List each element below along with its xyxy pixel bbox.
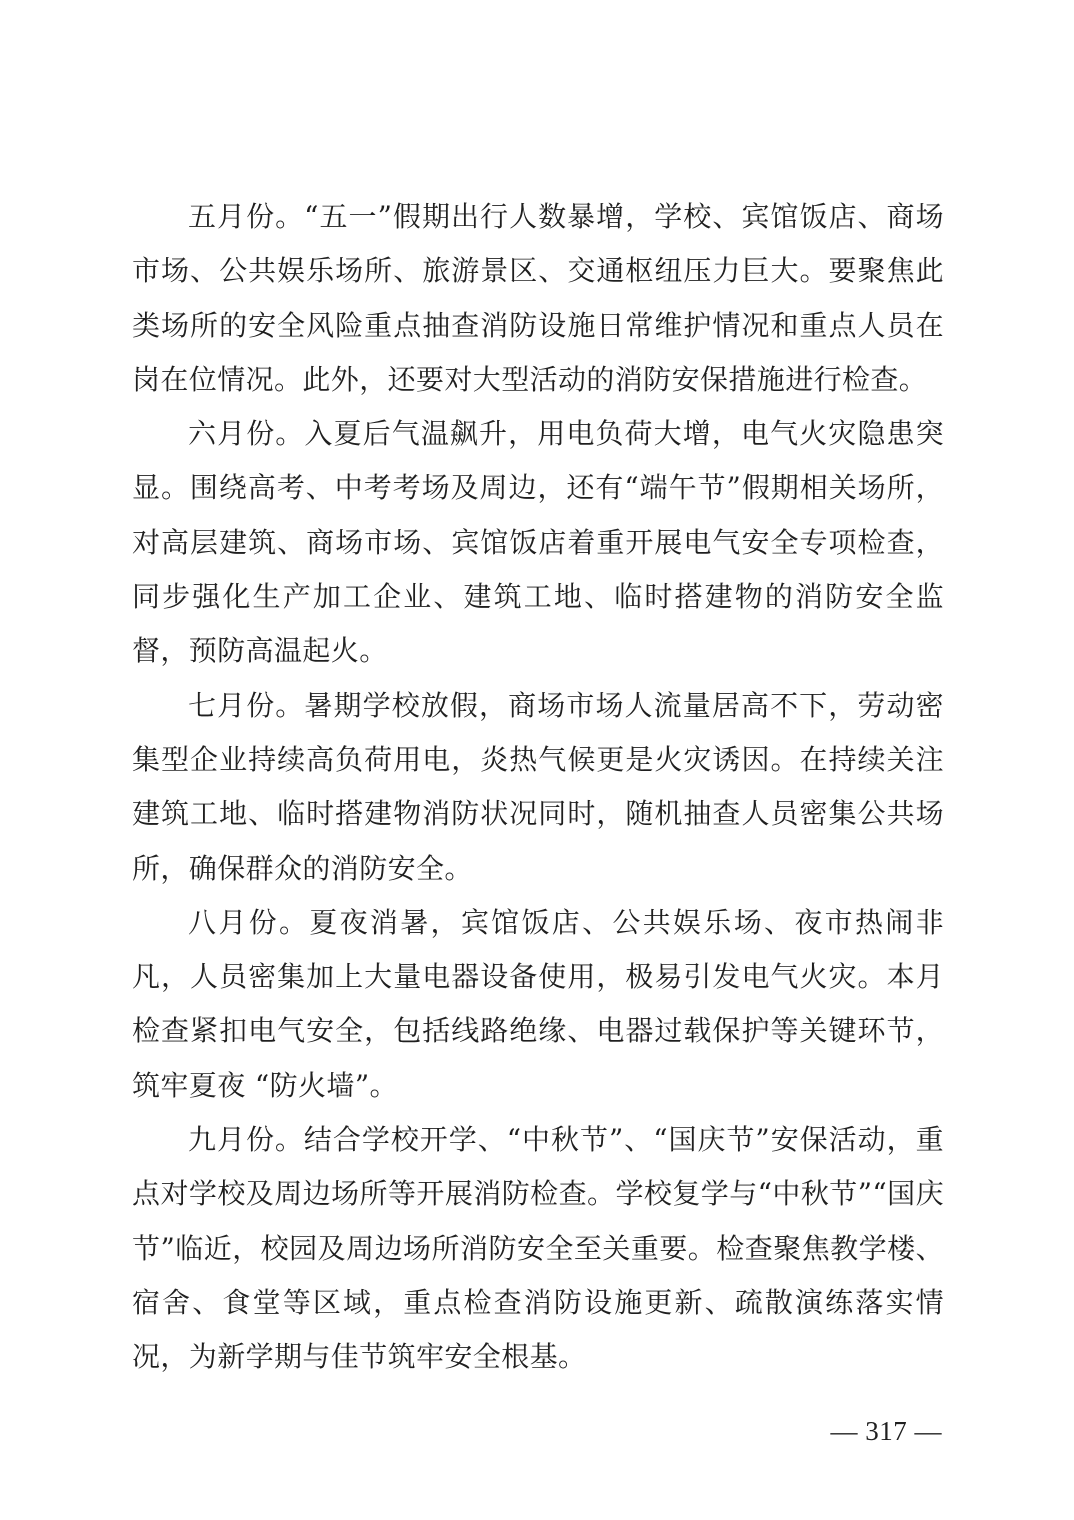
paragraph-june: 六月份。入夏后气温飙升，用电负荷大增，电气火灾隐患突显。围绕高考、中考考场及周边，还有“端午节”假期相关场所，对高层建筑、商场市场、宾馆饭店着重开展电气安全专项检查，同步强化生产加工企业、建筑工地、临时搭建物的消防安全监督，预防高温起火。 xyxy=(132,417,944,668)
body-text xyxy=(132,190,944,1385)
paragraph-august: 八月份。夏夜消暑，宾馆饭店、公共娱乐场、夜市热闹非凡，人员密集加上大量电器设备使用，极易引发电气火灾。本月检查紧扣电气安全，包括线路绝缘、电器过载保护等关键环节，筑牢夏夜 “防火墙”。 xyxy=(132,905,944,1102)
paragraph-september: 九月份。结合学校开学、“中秋节”、“国庆节”安保活动，重点对学校及周边场所等开展消防检查。学校复学与“中秋节”“国庆节”临近，校园及周边场所消防安全至关重要。检查聚焦教学楼、宿舍、食堂等区域，重点检查消防设施更新、疏散演练落实情况，为新学期与佳节筑牢安全根基。 xyxy=(132,1123,944,1374)
paragraph-july: 七月份。暑期学校放假，商场市场人流量居高不下，劳动密集型企业持续高负荷用电，炎热气候更是火灾诱因。在持续关注建筑工地、临时搭建物消防状况同时，随机抽查人员密集公共场所，确保群众的消防安全。 xyxy=(132,688,944,885)
page-number: — 317 — xyxy=(830,1416,942,1446)
paragraph-may: 五月份。“五一”假期出行人数暴增，学校、宾馆饭店、商场市场、公共娱乐场所、旅游景区、交通枢纽压力巨大。要聚焦此类场所的安全风险重点抽查消防设施日常维护情况和重点人员在岗在位情况。此外，还要对大型活动的消防安保措施进行检查。 xyxy=(132,200,944,396)
